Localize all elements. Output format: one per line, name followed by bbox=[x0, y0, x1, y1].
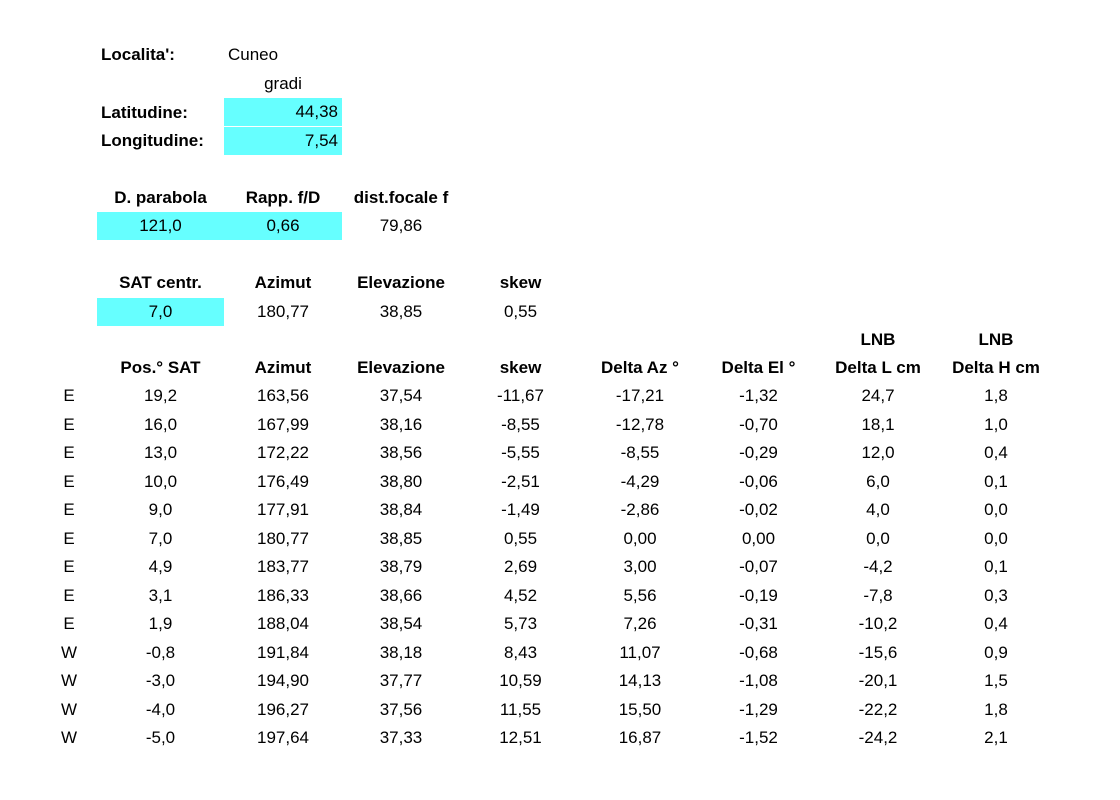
cell-skew: -1,49 bbox=[501, 500, 540, 519]
central-azimuth-value: 180,77 bbox=[257, 302, 309, 321]
cell-delta-l: -7,8 bbox=[863, 586, 893, 605]
cell-azimuth: 197,64 bbox=[257, 728, 309, 747]
latitude-input[interactable]: 44,38 bbox=[224, 98, 342, 126]
cell-delta-az: -8,55 bbox=[620, 443, 660, 462]
cell-delta-l: 4,0 bbox=[866, 500, 890, 519]
cell-delta-az: 15,50 bbox=[618, 700, 662, 719]
cell-delta-l: -20,1 bbox=[858, 671, 898, 690]
cell-delta-h: 0,0 bbox=[984, 529, 1008, 548]
central-sat-header: SAT centr. bbox=[119, 273, 202, 292]
cell-pos-sat: -0,8 bbox=[145, 643, 176, 662]
cell-delta-h: 1,8 bbox=[984, 700, 1008, 719]
cell-skew: 2,69 bbox=[503, 557, 538, 576]
cell-orientation: E bbox=[63, 500, 75, 519]
header-pos-sat: Pos.° SAT bbox=[120, 358, 201, 377]
cell-orientation: E bbox=[63, 586, 75, 605]
cell-skew: 10,59 bbox=[499, 671, 542, 690]
cell-delta-l: 18,1 bbox=[861, 415, 895, 434]
cell-azimuth: 177,91 bbox=[257, 500, 309, 519]
cell-elevation: 37,54 bbox=[379, 386, 423, 405]
cell-delta-l: 0,0 bbox=[866, 529, 890, 548]
cell-azimuth: 183,77 bbox=[257, 557, 309, 576]
cell-delta-az: -2,86 bbox=[620, 500, 660, 519]
cell-skew: 4,52 bbox=[503, 586, 538, 605]
cell-delta-el: 0,00 bbox=[741, 529, 776, 548]
cell-delta-el: -0,31 bbox=[739, 614, 778, 633]
cell-elevation: 38,79 bbox=[379, 557, 423, 576]
cell-orientation: E bbox=[63, 614, 75, 633]
cell-elevation: 37,77 bbox=[379, 671, 423, 690]
cell-orientation: W bbox=[60, 728, 78, 747]
cell-elevation: 38,80 bbox=[379, 472, 423, 491]
cell-delta-el: -1,08 bbox=[739, 671, 778, 690]
cell-orientation: E bbox=[63, 386, 75, 405]
cell-skew: 11,55 bbox=[499, 700, 542, 719]
cell-orientation: E bbox=[63, 529, 75, 548]
cell-elevation: 38,84 bbox=[379, 500, 423, 519]
cell-skew: -8,55 bbox=[501, 415, 540, 434]
cell-skew: -5,55 bbox=[501, 443, 540, 462]
cell-orientation: E bbox=[63, 415, 75, 434]
cell-pos-sat: 13,0 bbox=[143, 443, 178, 462]
header-delta-el: Delta El ° bbox=[721, 358, 796, 377]
header-delta-l: Delta L cm bbox=[835, 358, 921, 377]
cell-pos-sat: -3,0 bbox=[145, 671, 176, 690]
cell-skew: 12,51 bbox=[499, 728, 542, 747]
cell-delta-el: -0,70 bbox=[739, 415, 778, 434]
cell-delta-l: -24,2 bbox=[858, 728, 898, 747]
cell-delta-el: -0,06 bbox=[739, 472, 778, 491]
cell-delta-el: -1,29 bbox=[739, 700, 778, 719]
cell-azimuth: 196,27 bbox=[257, 700, 309, 719]
location-label: Localita': bbox=[101, 45, 175, 64]
dish-diameter-label: D. parabola bbox=[114, 188, 207, 207]
cell-delta-az: 5,56 bbox=[623, 586, 657, 605]
cell-delta-az: 11,07 bbox=[619, 643, 661, 662]
cell-delta-h: 2,1 bbox=[984, 728, 1008, 747]
cell-delta-l: -4,2 bbox=[863, 557, 893, 576]
cell-delta-l: 6,0 bbox=[866, 472, 890, 491]
cell-pos-sat: 10,0 bbox=[143, 472, 178, 491]
cell-delta-h: 1,0 bbox=[984, 415, 1008, 434]
cell-orientation: E bbox=[63, 443, 75, 462]
cell-pos-sat: 7,0 bbox=[148, 529, 173, 548]
focal-distance-label: dist.focale f bbox=[353, 188, 449, 207]
cell-delta-el: -0,07 bbox=[739, 557, 778, 576]
cell-delta-az: 0,00 bbox=[623, 529, 657, 548]
longitude-label: Longitudine: bbox=[101, 131, 204, 150]
cell-elevation: 37,56 bbox=[379, 700, 423, 719]
cell-elevation: 38,18 bbox=[379, 643, 423, 662]
cell-skew: 5,73 bbox=[503, 614, 538, 633]
cell-orientation: W bbox=[60, 643, 78, 662]
latitude-label: Latitudine: bbox=[101, 103, 188, 122]
cell-delta-h: 0,1 bbox=[984, 557, 1008, 576]
cell-pos-sat: -4,0 bbox=[145, 700, 176, 719]
cell-delta-l: 24,7 bbox=[861, 386, 895, 405]
cell-delta-l: 12,0 bbox=[861, 443, 895, 462]
cell-delta-el: -0,68 bbox=[739, 643, 778, 662]
cell-azimuth: 176,49 bbox=[257, 472, 309, 491]
cell-delta-el: -0,02 bbox=[739, 500, 778, 519]
cell-delta-az: -12,78 bbox=[615, 415, 665, 434]
cell-delta-el: -1,32 bbox=[739, 386, 778, 405]
cell-elevation: 38,56 bbox=[379, 443, 423, 462]
cell-delta-az: -17,21 bbox=[615, 386, 665, 405]
central-skew-header: skew bbox=[499, 273, 542, 292]
cell-delta-l: -10,2 bbox=[858, 614, 898, 633]
cell-skew: -11,67 bbox=[497, 386, 544, 405]
cell-delta-az: 16,87 bbox=[618, 728, 662, 747]
cell-elevation: 38,85 bbox=[379, 529, 423, 548]
cell-delta-h: 0,1 bbox=[984, 472, 1008, 491]
units-label: gradi bbox=[264, 74, 302, 93]
header-delta-az: Delta Az ° bbox=[601, 358, 679, 377]
cell-pos-sat: 9,0 bbox=[148, 500, 173, 519]
cell-delta-az: 3,00 bbox=[623, 557, 657, 576]
cell-azimuth: 180,77 bbox=[257, 529, 309, 548]
cell-azimuth: 172,22 bbox=[257, 443, 309, 462]
cell-pos-sat: 4,9 bbox=[148, 557, 173, 576]
cell-skew: -2,51 bbox=[501, 472, 540, 491]
cell-orientation: E bbox=[63, 472, 75, 491]
fd-ratio-label: Rapp. f/D bbox=[245, 188, 321, 207]
lnb-header-l: LNB bbox=[860, 330, 896, 349]
cell-pos-sat: 3,1 bbox=[148, 586, 173, 605]
cell-azimuth: 188,04 bbox=[257, 614, 309, 633]
cell-skew: 0,55 bbox=[503, 529, 538, 548]
cell-azimuth: 191,84 bbox=[257, 643, 309, 662]
central-elevation-value: 38,85 bbox=[379, 302, 423, 321]
cell-delta-l: -15,6 bbox=[858, 643, 898, 662]
cell-orientation: W bbox=[60, 671, 78, 690]
central-sat-input[interactable]: 7,0 bbox=[97, 298, 224, 326]
cell-elevation: 38,16 bbox=[379, 415, 423, 434]
cell-delta-h: 0,4 bbox=[984, 443, 1008, 462]
cell-azimuth: 186,33 bbox=[257, 586, 309, 605]
cell-azimuth: 163,56 bbox=[257, 386, 309, 405]
cell-delta-az: 14,13 bbox=[618, 671, 662, 690]
cell-orientation: W bbox=[60, 700, 78, 719]
cell-elevation: 38,66 bbox=[379, 586, 423, 605]
cell-delta-el: -1,52 bbox=[739, 728, 778, 747]
header-azimuth: Azimut bbox=[254, 358, 312, 377]
fd-ratio-input[interactable]: 0,66 bbox=[224, 212, 342, 240]
central-elevation-header: Elevazione bbox=[357, 273, 445, 292]
central-skew-value: 0,55 bbox=[503, 302, 538, 321]
location-value[interactable]: Cuneo bbox=[228, 45, 279, 64]
cell-pos-sat: 16,0 bbox=[143, 415, 178, 434]
cell-pos-sat: 1,9 bbox=[148, 614, 173, 633]
lnb-header-h: LNB bbox=[978, 330, 1014, 349]
cell-orientation: E bbox=[63, 557, 75, 576]
cell-delta-el: -0,19 bbox=[739, 586, 778, 605]
cell-delta-h: 0,0 bbox=[984, 500, 1008, 519]
cell-elevation: 37,33 bbox=[379, 728, 423, 747]
longitude-input[interactable]: 7,54 bbox=[224, 127, 342, 155]
cell-delta-h: 0,3 bbox=[984, 586, 1008, 605]
central-azimuth-header: Azimut bbox=[254, 273, 312, 292]
focal-distance-value: 79,86 bbox=[379, 216, 423, 235]
cell-delta-h: 0,9 bbox=[984, 643, 1008, 662]
header-elevation: Elevazione bbox=[357, 358, 445, 377]
dish-diameter-input[interactable]: 121,0 bbox=[97, 212, 224, 240]
cell-delta-h: 0,4 bbox=[984, 614, 1008, 633]
header-delta-h: Delta H cm bbox=[952, 358, 1040, 377]
cell-elevation: 38,54 bbox=[379, 614, 423, 633]
cell-skew: 8,43 bbox=[503, 643, 538, 662]
cell-delta-h: 1,5 bbox=[984, 671, 1008, 690]
cell-azimuth: 167,99 bbox=[257, 415, 309, 434]
cell-delta-el: -0,29 bbox=[739, 443, 778, 462]
cell-delta-h: 1,8 bbox=[984, 386, 1008, 405]
cell-pos-sat: -5,0 bbox=[145, 728, 176, 747]
cell-delta-az: -4,29 bbox=[620, 472, 660, 491]
cell-delta-l: -22,2 bbox=[858, 700, 898, 719]
header-skew: skew bbox=[499, 358, 542, 377]
cell-delta-az: 7,26 bbox=[623, 614, 657, 633]
cell-azimuth: 194,90 bbox=[257, 671, 309, 690]
cell-pos-sat: 19,2 bbox=[143, 386, 178, 405]
